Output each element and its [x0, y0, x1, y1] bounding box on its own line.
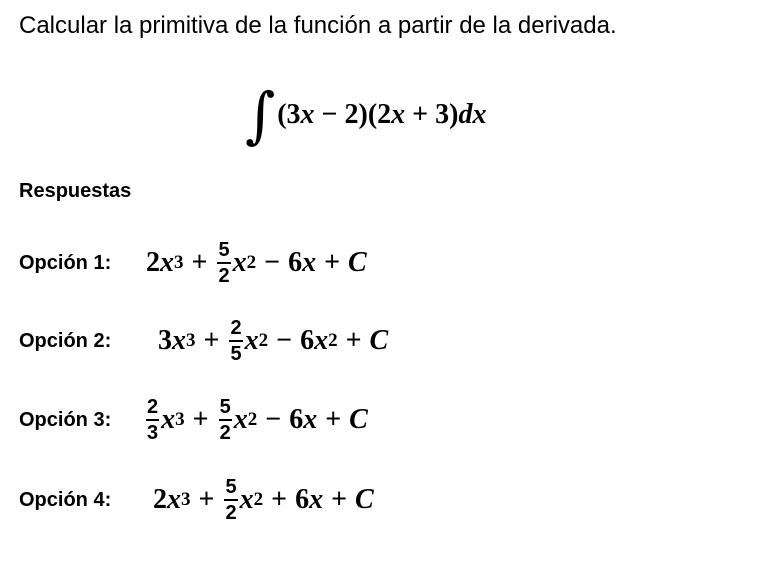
option-2[interactable] — [19, 306, 111, 376]
option-4-expression: 2 x 3 + $\frac{5}{2}$ x 2 + 6 x + C — [153, 476, 374, 524]
option-label: Opción 3: — [19, 408, 112, 431]
fraction: $\frac{5}{2}$ — [219, 396, 231, 444]
differential: dx — [458, 99, 487, 130]
option-3[interactable] — [19, 385, 111, 455]
fraction: $\frac{5}{2}$ — [218, 239, 230, 287]
fraction: $\frac{5}{2}$ — [225, 476, 237, 524]
option-1-expression: 2 x 3 + $\frac{5}{2}$ x 2 − 6 x + C — [146, 239, 367, 287]
section-title: Respuestas — [19, 180, 132, 202]
fraction: $\frac{2}{5}$ — [230, 317, 242, 365]
option-label: Opción 1: — [19, 251, 112, 274]
prompt-text: Calcular la primitiva de la función a partir de la derivada. — [19, 12, 617, 39]
fraction: $\frac{2}{3}$ — [147, 396, 159, 444]
option-3-expression: $\frac{2}{3}$ x 3 + $\frac{5}{2}$ x 2 − 6 x + C — [147, 396, 368, 444]
option-label: Opción 4: — [19, 488, 112, 511]
integral-expression — [245, 80, 486, 150]
integrand: (3x − 2)(2x + 3)dx — [277, 99, 487, 130]
integral-sign-icon: ∫ — [245, 79, 276, 151]
option-label: Opción 2: — [19, 329, 112, 352]
option-1[interactable] — [19, 228, 111, 298]
option-4[interactable] — [19, 465, 111, 535]
option-2-expression: 3 x 3 + $\frac{2}{5}$ x 2 − 6 x 2 + C — [158, 317, 389, 365]
